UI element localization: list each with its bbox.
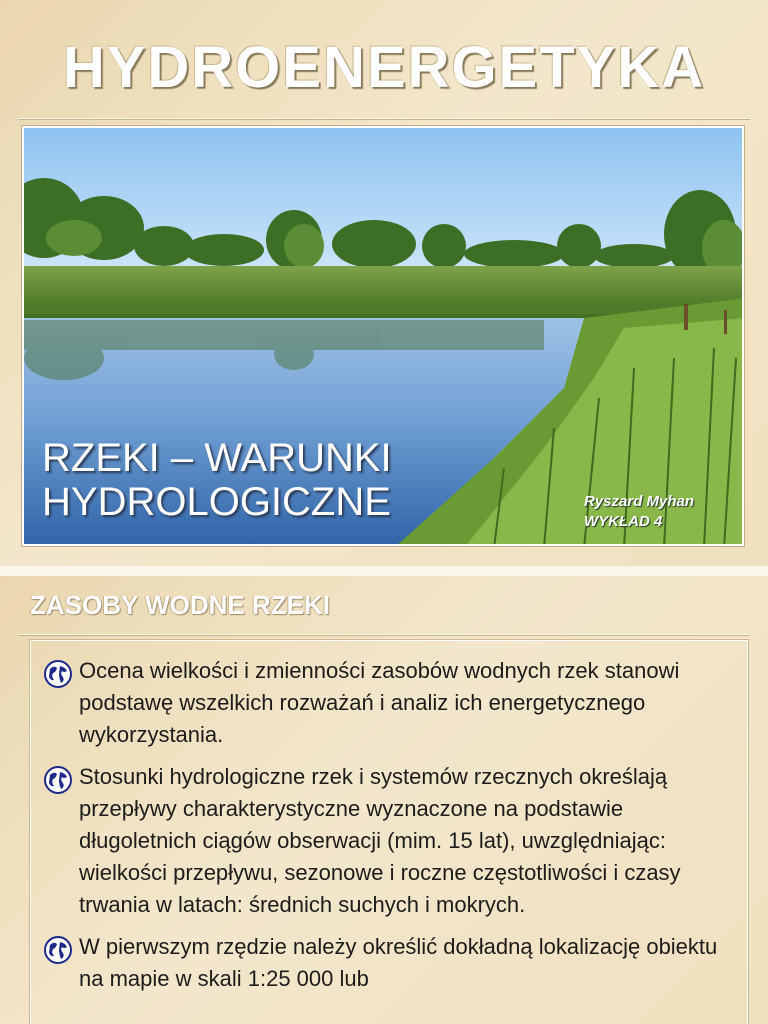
main-title: HYDROENERGETYKA bbox=[62, 35, 706, 100]
slide-gap bbox=[0, 566, 768, 576]
bullet-text: Stosunki hydrologiczne rzek i systemów rzecznych określają przepływy charakterystyczne wyznaczone na podstawie długoletnich ciągów obserwacji (mim. 15 lat), uwzględniając: wielkości przepływu, sezonowe i roczne częstotliwości i czasy trwania w latach: średnich suchych i mokrych. bbox=[79, 764, 681, 917]
presentation-title-line-2: HYDROLOGICZNE bbox=[42, 480, 391, 524]
globe-icon bbox=[43, 659, 73, 689]
section-title: ZASOBY WODNE RZEKI bbox=[30, 590, 330, 620]
author-block bbox=[584, 492, 694, 532]
section-divider bbox=[18, 634, 750, 636]
list-item bbox=[43, 761, 735, 921]
presentation-title-line-1: RZEKI – WARUNKI bbox=[42, 436, 392, 480]
lecture-number: WYKŁAD 4 bbox=[584, 513, 663, 530]
title-divider bbox=[18, 118, 750, 120]
bullet-text: Ocena wielkości i zmienności zasobów wodnych rzek stanowi podstawę wszelkich rozważań i analiz ich energetycznego wykorzystania. bbox=[79, 658, 680, 747]
list-item bbox=[43, 655, 735, 751]
globe-icon bbox=[43, 765, 73, 795]
author-name: Ryszard Myhan bbox=[584, 493, 695, 510]
content-box bbox=[30, 640, 748, 1024]
presentation-title bbox=[42, 436, 392, 524]
list-item bbox=[43, 931, 735, 995]
river-photo bbox=[22, 126, 744, 546]
content-slide bbox=[0, 576, 768, 1024]
bullet-text: W pierwszym rzędzie należy określić dokładną lokalizację obiektu na mapie w skali 1:25 000 lub bbox=[79, 934, 718, 991]
globe-icon bbox=[43, 935, 73, 965]
